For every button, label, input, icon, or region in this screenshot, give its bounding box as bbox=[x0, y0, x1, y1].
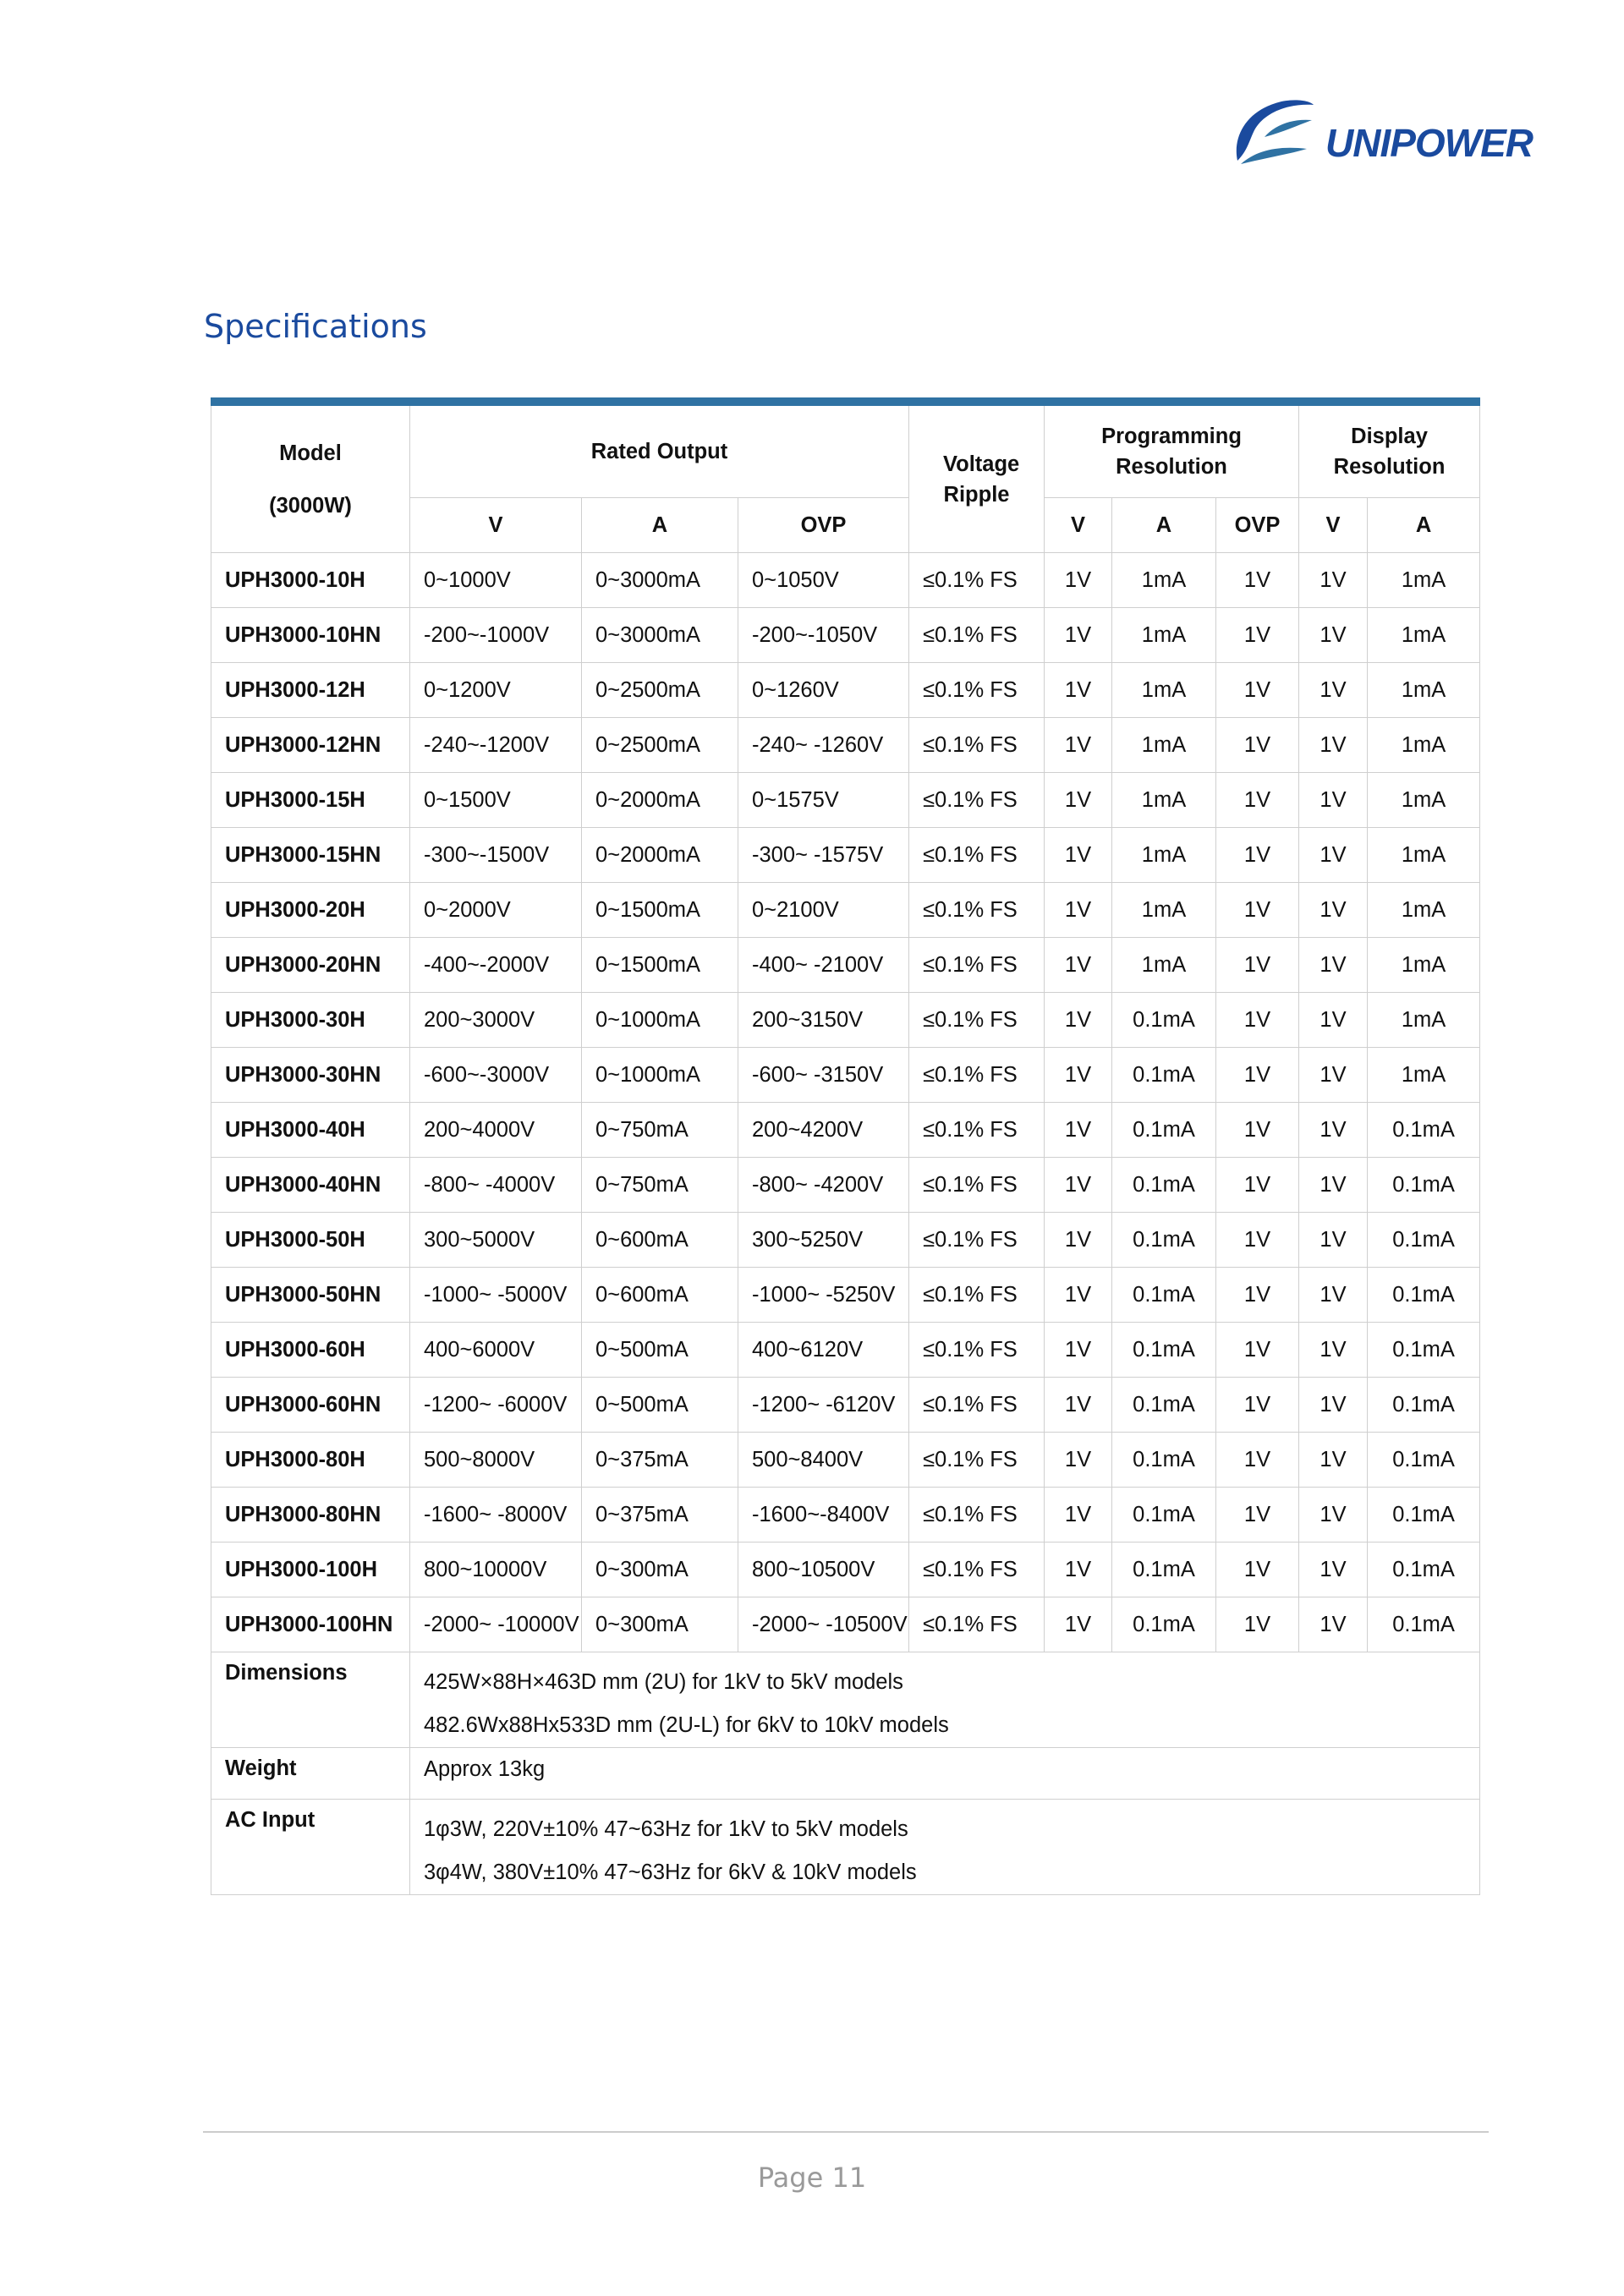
dimensions-line: 482.6Wx88Hx533D mm (2U-L) for 6kV to 10kV models bbox=[424, 1713, 949, 1737]
model-cell: UPH3000-100HN bbox=[211, 1597, 410, 1652]
display-v-cell: 1V bbox=[1299, 1158, 1368, 1213]
table-row bbox=[211, 883, 1480, 938]
rated-a-cell: 0~2500mA bbox=[582, 718, 738, 773]
display-a-cell: 0.1mA bbox=[1368, 1597, 1480, 1652]
rated-v-cell: -240~-1200V bbox=[410, 718, 582, 773]
ac-input-row bbox=[211, 1800, 1480, 1895]
table-row bbox=[211, 608, 1480, 663]
display-resolution-header: Display Resolution bbox=[1299, 402, 1480, 498]
prog-ovp-cell: 1V bbox=[1216, 1378, 1299, 1433]
model-cell: UPH3000-12H bbox=[211, 663, 410, 718]
prog-a-cell: 0.1mA bbox=[1112, 993, 1216, 1048]
table-row bbox=[211, 1433, 1480, 1488]
prog-v-cell: 1V bbox=[1045, 1543, 1112, 1597]
specifications-body bbox=[211, 553, 1480, 1652]
prog-v-cell: 1V bbox=[1045, 1323, 1112, 1378]
voltage-ripple-cell: ≤0.1% FS bbox=[909, 718, 1045, 773]
model-header bbox=[211, 402, 410, 553]
prog-ovp-cell: 1V bbox=[1216, 663, 1299, 718]
model-cell: UPH3000-60H bbox=[211, 1323, 410, 1378]
prog-ovp-cell: 1V bbox=[1216, 1597, 1299, 1652]
rated-v-cell: 0~1500V bbox=[410, 773, 582, 828]
prog-ovp-cell: 1V bbox=[1216, 718, 1299, 773]
rated-ovp-cell: -300~ -1575V bbox=[738, 828, 909, 883]
display-a-cell: 0.1mA bbox=[1368, 1323, 1480, 1378]
rated-a-cell: 0~3000mA bbox=[582, 553, 738, 608]
voltage-ripple-cell: ≤0.1% FS bbox=[909, 608, 1045, 663]
display-v-cell: 1V bbox=[1299, 608, 1368, 663]
rated-a-cell: 0~600mA bbox=[582, 1268, 738, 1323]
table-row bbox=[211, 1213, 1480, 1268]
rated-v-cell: -300~-1500V bbox=[410, 828, 582, 883]
dimensions-label: Dimensions bbox=[211, 1652, 410, 1748]
rated-ovp-cell: 800~10500V bbox=[738, 1543, 909, 1597]
prog-a-cell: 1mA bbox=[1112, 828, 1216, 883]
model-cell: UPH3000-20HN bbox=[211, 938, 410, 993]
voltage-ripple-cell: ≤0.1% FS bbox=[909, 828, 1045, 883]
prog-v-cell: 1V bbox=[1045, 663, 1112, 718]
rated-a-cell: 0~2500mA bbox=[582, 663, 738, 718]
prog-ovp-cell: 1V bbox=[1216, 1543, 1299, 1597]
table-row bbox=[211, 828, 1480, 883]
rated-a-cell: 0~600mA bbox=[582, 1213, 738, 1268]
rated-a-header: A bbox=[582, 498, 738, 553]
display-v-cell: 1V bbox=[1299, 1103, 1368, 1158]
display-v-cell: 1V bbox=[1299, 828, 1368, 883]
voltage-ripple-cell: ≤0.1% FS bbox=[909, 1048, 1045, 1103]
voltage-ripple-cell: ≤0.1% FS bbox=[909, 1597, 1045, 1652]
page-title: Specifications bbox=[204, 308, 427, 345]
rated-a-cell: 0~500mA bbox=[582, 1323, 738, 1378]
voltage-ripple-cell: ≤0.1% FS bbox=[909, 1103, 1045, 1158]
rated-ovp-cell: 0~1260V bbox=[738, 663, 909, 718]
rated-a-cell: 0~300mA bbox=[582, 1597, 738, 1652]
model-cell: UPH3000-40H bbox=[211, 1103, 410, 1158]
rated-ovp-cell: 200~3150V bbox=[738, 993, 909, 1048]
prog-v-cell: 1V bbox=[1045, 883, 1112, 938]
prog-ovp-cell: 1V bbox=[1216, 608, 1299, 663]
display-a-cell: 1mA bbox=[1368, 553, 1480, 608]
rated-v-cell: -400~-2000V bbox=[410, 938, 582, 993]
model-cell: UPH3000-50H bbox=[211, 1213, 410, 1268]
rated-ovp-cell: 400~6120V bbox=[738, 1323, 909, 1378]
voltage-ripple-cell: ≤0.1% FS bbox=[909, 773, 1045, 828]
rated-v-cell: -600~-3000V bbox=[410, 1048, 582, 1103]
prog-v-cell: 1V bbox=[1045, 553, 1112, 608]
table-row bbox=[211, 553, 1480, 608]
model-cell: UPH3000-10H bbox=[211, 553, 410, 608]
prog-a-cell: 0.1mA bbox=[1112, 1048, 1216, 1103]
display-a-cell: 1mA bbox=[1368, 938, 1480, 993]
voltage-ripple-cell: ≤0.1% FS bbox=[909, 1378, 1045, 1433]
model-cell: UPH3000-40HN bbox=[211, 1158, 410, 1213]
rated-v-cell: 300~5000V bbox=[410, 1213, 582, 1268]
table-row bbox=[211, 1543, 1480, 1597]
display-v-cell: 1V bbox=[1299, 1268, 1368, 1323]
rated-a-cell: 0~1000mA bbox=[582, 1048, 738, 1103]
display-v-cell: 1V bbox=[1299, 1433, 1368, 1488]
display-a-cell: 0.1mA bbox=[1368, 1268, 1480, 1323]
prog-ovp-cell: 1V bbox=[1216, 1268, 1299, 1323]
rated-ovp-cell: -1200~ -6120V bbox=[738, 1378, 909, 1433]
model-cell: UPH3000-10HN bbox=[211, 608, 410, 663]
prog-ovp-cell: 1V bbox=[1216, 1323, 1299, 1378]
prog-v-cell: 1V bbox=[1045, 718, 1112, 773]
prog-v-cell: 1V bbox=[1045, 1488, 1112, 1543]
rated-ovp-cell: -240~ -1260V bbox=[738, 718, 909, 773]
display-a-cell: 1mA bbox=[1368, 608, 1480, 663]
prog-v-cell: 1V bbox=[1045, 1158, 1112, 1213]
rated-ovp-cell: -1000~ -5250V bbox=[738, 1268, 909, 1323]
unipower-logo bbox=[1231, 95, 1533, 171]
rated-ovp-cell: -2000~ -10500V bbox=[738, 1597, 909, 1652]
model-cell: UPH3000-30HN bbox=[211, 1048, 410, 1103]
prog-v-cell: 1V bbox=[1045, 1268, 1112, 1323]
display-a-cell: 0.1mA bbox=[1368, 1213, 1480, 1268]
voltage-ripple-cell: ≤0.1% FS bbox=[909, 1488, 1045, 1543]
rated-ovp-cell: 200~4200V bbox=[738, 1103, 909, 1158]
prog-ovp-cell: 1V bbox=[1216, 1488, 1299, 1543]
prog-v-cell: 1V bbox=[1045, 828, 1112, 883]
display-v-cell: 1V bbox=[1299, 718, 1368, 773]
dimensions-value bbox=[410, 1652, 1480, 1748]
voltage-ripple-cell: ≤0.1% FS bbox=[909, 1543, 1045, 1597]
prog-ovp-header: OVP bbox=[1216, 498, 1299, 553]
display-v-cell: 1V bbox=[1299, 1597, 1368, 1652]
display-v-cell: 1V bbox=[1299, 1048, 1368, 1103]
rated-ovp-cell: 0~1575V bbox=[738, 773, 909, 828]
display-a-cell: 1mA bbox=[1368, 883, 1480, 938]
prog-v-cell: 1V bbox=[1045, 608, 1112, 663]
logo-wordmark: UNIPOWER bbox=[1325, 121, 1533, 165]
display-a-cell: 1mA bbox=[1368, 993, 1480, 1048]
prog-a-cell: 1mA bbox=[1112, 608, 1216, 663]
prog-ovp-cell: 1V bbox=[1216, 553, 1299, 608]
voltage-ripple-cell: ≤0.1% FS bbox=[909, 1323, 1045, 1378]
ac-input-value bbox=[410, 1800, 1480, 1895]
display-v-cell: 1V bbox=[1299, 1213, 1368, 1268]
prog-a-cell: 0.1mA bbox=[1112, 1323, 1216, 1378]
prog-ovp-cell: 1V bbox=[1216, 1433, 1299, 1488]
model-cell: UPH3000-30H bbox=[211, 993, 410, 1048]
rated-v-cell: -200~-1000V bbox=[410, 608, 582, 663]
rated-v-cell: 0~1000V bbox=[410, 553, 582, 608]
weight-value: Approx 13kg bbox=[410, 1748, 1480, 1800]
prog-v-cell: 1V bbox=[1045, 1378, 1112, 1433]
prog-ovp-cell: 1V bbox=[1216, 1158, 1299, 1213]
rated-a-cell: 0~1500mA bbox=[582, 938, 738, 993]
table-row bbox=[211, 1048, 1480, 1103]
prog-a-cell: 0.1mA bbox=[1112, 1213, 1216, 1268]
rated-v-header: V bbox=[410, 498, 582, 553]
rated-v-cell: 0~1200V bbox=[410, 663, 582, 718]
voltage-ripple-cell: ≤0.1% FS bbox=[909, 1158, 1045, 1213]
voltage-ripple-cell: ≤0.1% FS bbox=[909, 883, 1045, 938]
voltage-ripple-cell: ≤0.1% FS bbox=[909, 1268, 1045, 1323]
prog-ovp-cell: 1V bbox=[1216, 828, 1299, 883]
table-row bbox=[211, 1488, 1480, 1543]
display-a-cell: 0.1mA bbox=[1368, 1543, 1480, 1597]
rated-v-cell: -2000~ -10000V bbox=[410, 1597, 582, 1652]
display-a-cell: 0.1mA bbox=[1368, 1103, 1480, 1158]
prog-a-cell: 0.1mA bbox=[1112, 1597, 1216, 1652]
table-row bbox=[211, 1268, 1480, 1323]
rated-v-cell: -800~ -4000V bbox=[410, 1158, 582, 1213]
prog-a-cell: 0.1mA bbox=[1112, 1488, 1216, 1543]
programming-resolution-header: Programming Resolution bbox=[1045, 402, 1299, 498]
rated-ovp-cell: 500~8400V bbox=[738, 1433, 909, 1488]
prog-v-cell: 1V bbox=[1045, 773, 1112, 828]
prog-v-cell: 1V bbox=[1045, 993, 1112, 1048]
prog-ovp-cell: 1V bbox=[1216, 1103, 1299, 1158]
weight-label: Weight bbox=[211, 1748, 410, 1800]
display-a-cell: 0.1mA bbox=[1368, 1158, 1480, 1213]
prog-ovp-cell: 1V bbox=[1216, 883, 1299, 938]
footer-divider bbox=[203, 2131, 1489, 2133]
table-row bbox=[211, 938, 1480, 993]
page-number: Page 11 bbox=[757, 2162, 867, 2194]
table-row bbox=[211, 1597, 1480, 1652]
voltage-ripple-cell: ≤0.1% FS bbox=[909, 663, 1045, 718]
display-v-cell: 1V bbox=[1299, 1488, 1368, 1543]
display-v-cell: 1V bbox=[1299, 883, 1368, 938]
rated-v-cell: 0~2000V bbox=[410, 883, 582, 938]
prog-v-cell: 1V bbox=[1045, 1213, 1112, 1268]
prog-a-cell: 0.1mA bbox=[1112, 1433, 1216, 1488]
model-cell: UPH3000-12HN bbox=[211, 718, 410, 773]
rated-v-cell: 500~8000V bbox=[410, 1433, 582, 1488]
rated-v-cell: 200~3000V bbox=[410, 993, 582, 1048]
table-row bbox=[211, 1158, 1480, 1213]
prog-v-cell: 1V bbox=[1045, 1048, 1112, 1103]
display-v-header: V bbox=[1299, 498, 1368, 553]
prog-a-cell: 0.1mA bbox=[1112, 1103, 1216, 1158]
rated-a-cell: 0~300mA bbox=[582, 1543, 738, 1597]
table-row bbox=[211, 718, 1480, 773]
rated-ovp-cell: -600~ -3150V bbox=[738, 1048, 909, 1103]
prog-ovp-cell: 1V bbox=[1216, 993, 1299, 1048]
display-a-cell: 1mA bbox=[1368, 718, 1480, 773]
display-a-cell: 1mA bbox=[1368, 773, 1480, 828]
ac-input-label: AC Input bbox=[211, 1800, 410, 1895]
rated-ovp-cell: -800~ -4200V bbox=[738, 1158, 909, 1213]
display-a-cell: 0.1mA bbox=[1368, 1433, 1480, 1488]
rated-ovp-cell: 0~2100V bbox=[738, 883, 909, 938]
prog-ovp-cell: 1V bbox=[1216, 1048, 1299, 1103]
display-a-cell: 1mA bbox=[1368, 663, 1480, 718]
prog-ovp-cell: 1V bbox=[1216, 1213, 1299, 1268]
prog-v-cell: 1V bbox=[1045, 1433, 1112, 1488]
rated-a-cell: 0~2000mA bbox=[582, 773, 738, 828]
rated-ovp-cell: 300~5250V bbox=[738, 1213, 909, 1268]
rated-v-cell: 800~10000V bbox=[410, 1543, 582, 1597]
rated-v-cell: 200~4000V bbox=[410, 1103, 582, 1158]
table-row bbox=[211, 1323, 1480, 1378]
table-row bbox=[211, 1103, 1480, 1158]
table-row bbox=[211, 663, 1480, 718]
rated-ovp-cell: -1600~-8400V bbox=[738, 1488, 909, 1543]
display-a-cell: 0.1mA bbox=[1368, 1488, 1480, 1543]
voltage-ripple-cell: ≤0.1% FS bbox=[909, 1433, 1045, 1488]
model-cell: UPH3000-20H bbox=[211, 883, 410, 938]
rated-ovp-cell: -400~ -2100V bbox=[738, 938, 909, 993]
model-cell: UPH3000-60HN bbox=[211, 1378, 410, 1433]
ac-input-line: 3φ4W, 380V±10% 47~63Hz for 6kV & 10kV models bbox=[424, 1860, 917, 1884]
voltage-ripple-cell: ≤0.1% FS bbox=[909, 938, 1045, 993]
prog-v-header: V bbox=[1045, 498, 1112, 553]
prog-a-cell: 0.1mA bbox=[1112, 1378, 1216, 1433]
rated-a-cell: 0~375mA bbox=[582, 1488, 738, 1543]
rated-a-cell: 0~750mA bbox=[582, 1103, 738, 1158]
prog-ovp-cell: 1V bbox=[1216, 938, 1299, 993]
display-v-cell: 1V bbox=[1299, 663, 1368, 718]
voltage-ripple-header: Voltage Ripple bbox=[909, 402, 1045, 553]
display-v-cell: 1V bbox=[1299, 1543, 1368, 1597]
rated-v-cell: -1200~ -6000V bbox=[410, 1378, 582, 1433]
specifications-table bbox=[211, 397, 1480, 1895]
display-a-header: A bbox=[1368, 498, 1480, 553]
rated-a-cell: 0~2000mA bbox=[582, 828, 738, 883]
prog-v-cell: 1V bbox=[1045, 1103, 1112, 1158]
prog-a-cell: 1mA bbox=[1112, 773, 1216, 828]
display-a-cell: 1mA bbox=[1368, 1048, 1480, 1103]
model-cell: UPH3000-80H bbox=[211, 1433, 410, 1488]
prog-a-cell: 0.1mA bbox=[1112, 1158, 1216, 1213]
dimensions-row bbox=[211, 1652, 1480, 1748]
prog-a-cell: 1mA bbox=[1112, 938, 1216, 993]
table-row bbox=[211, 773, 1480, 828]
voltage-ripple-cell: ≤0.1% FS bbox=[909, 1213, 1045, 1268]
prog-ovp-cell: 1V bbox=[1216, 773, 1299, 828]
model-cell: UPH3000-50HN bbox=[211, 1268, 410, 1323]
prog-a-cell: 1mA bbox=[1112, 718, 1216, 773]
prog-a-cell: 0.1mA bbox=[1112, 1268, 1216, 1323]
display-a-cell: 0.1mA bbox=[1368, 1378, 1480, 1433]
prog-v-cell: 1V bbox=[1045, 1597, 1112, 1652]
display-v-cell: 1V bbox=[1299, 1378, 1368, 1433]
rated-a-cell: 0~1000mA bbox=[582, 993, 738, 1048]
prog-a-cell: 0.1mA bbox=[1112, 1543, 1216, 1597]
rated-ovp-header: OVP bbox=[738, 498, 909, 553]
general-specs bbox=[211, 1652, 1480, 1895]
display-v-cell: 1V bbox=[1299, 773, 1368, 828]
prog-a-cell: 1mA bbox=[1112, 553, 1216, 608]
table-row bbox=[211, 1378, 1480, 1433]
model-cell: UPH3000-15HN bbox=[211, 828, 410, 883]
weight-row bbox=[211, 1748, 1480, 1800]
model-cell: UPH3000-100H bbox=[211, 1543, 410, 1597]
voltage-ripple-cell: ≤0.1% FS bbox=[909, 993, 1045, 1048]
rated-output-header: Rated Output bbox=[410, 402, 909, 498]
swoosh-logo-icon bbox=[1231, 95, 1315, 167]
rated-a-cell: 0~500mA bbox=[582, 1378, 738, 1433]
voltage-ripple-cell: ≤0.1% FS bbox=[909, 553, 1045, 608]
model-header-sublabel: (3000W) bbox=[269, 493, 352, 518]
rated-v-cell: -1000~ -5000V bbox=[410, 1268, 582, 1323]
prog-v-cell: 1V bbox=[1045, 938, 1112, 993]
display-v-cell: 1V bbox=[1299, 1323, 1368, 1378]
display-v-cell: 1V bbox=[1299, 938, 1368, 993]
rated-ovp-cell: -200~-1050V bbox=[738, 608, 909, 663]
rated-v-cell: -1600~ -8000V bbox=[410, 1488, 582, 1543]
display-v-cell: 1V bbox=[1299, 553, 1368, 608]
display-a-cell: 1mA bbox=[1368, 828, 1480, 883]
prog-a-header: A bbox=[1112, 498, 1216, 553]
dimensions-line: 425W×88H×463D mm (2U) for 1kV to 5kV models bbox=[424, 1670, 903, 1694]
model-header-label: Model bbox=[279, 441, 342, 465]
rated-a-cell: 0~3000mA bbox=[582, 608, 738, 663]
table-row bbox=[211, 993, 1480, 1048]
rated-ovp-cell: 0~1050V bbox=[738, 553, 909, 608]
model-cell: UPH3000-15H bbox=[211, 773, 410, 828]
rated-a-cell: 0~1500mA bbox=[582, 883, 738, 938]
rated-a-cell: 0~375mA bbox=[582, 1433, 738, 1488]
rated-v-cell: 400~6000V bbox=[410, 1323, 582, 1378]
display-v-cell: 1V bbox=[1299, 993, 1368, 1048]
prog-a-cell: 1mA bbox=[1112, 663, 1216, 718]
model-cell: UPH3000-80HN bbox=[211, 1488, 410, 1543]
ac-input-line: 1φ3W, 220V±10% 47~63Hz for 1kV to 5kV models bbox=[424, 1817, 908, 1841]
prog-a-cell: 1mA bbox=[1112, 883, 1216, 938]
rated-a-cell: 0~750mA bbox=[582, 1158, 738, 1213]
